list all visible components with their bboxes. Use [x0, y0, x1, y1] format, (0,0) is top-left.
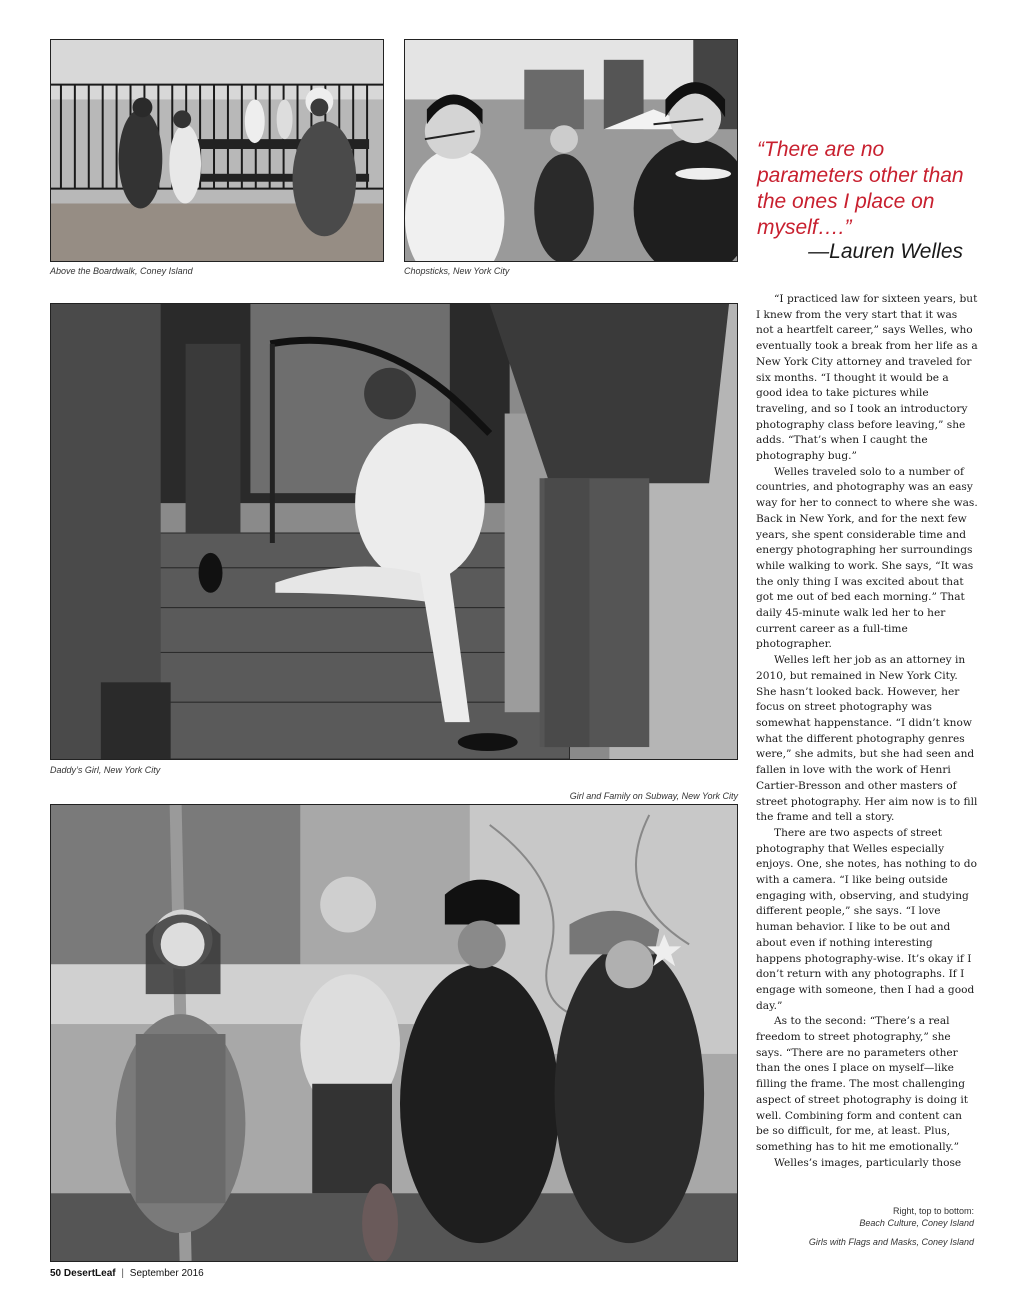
photo-daddys-girl — [50, 303, 738, 760]
page-footer — [50, 1268, 204, 1279]
caption-girl-and-family-on-subway: Girl and Family on Subway, New York City — [569, 791, 738, 801]
photo-subway-illustration — [51, 805, 737, 1261]
photo-girl-and-family-on-subway — [50, 804, 738, 1262]
body-paragraph-3: Welles left her job as an attorney in 2010, but remained in New York City. She hasn’t looked back. However, her focus on street photography was somewhat happenstance. “I didn’t know what the different photography genres were,” she admits, but she had seen and fallen in love with the work of Henri Cartier-Bresson and other masters of street photography. Her aim now is to fill the frame and tell a story. — [756, 654, 978, 824]
article-body — [756, 292, 978, 1171]
body-paragraph-4: There are two aspects of street photography that Welles especially enjoys. One, she notes, has nothing to do with a camera. “I like being outside engaging with, observing, and studying different people,” she says. “I love human behavior. I like to be out and about even if nothing interesting happens photography-wise. It’s okay if I don’t return with any photographs. If I engage with someone, then I had a good day.” — [756, 826, 977, 1012]
footer-separator: | — [121, 1268, 124, 1279]
caption-chopsticks: Chopsticks, New York City — [404, 266, 510, 276]
caption-daddys-girl: Daddy’s Girl, New York City — [50, 765, 161, 775]
photo-daddys-girl-illustration — [51, 304, 737, 759]
issue-date: September 2016 — [129, 1268, 204, 1279]
caption-above-the-boardwalk: Above the Boardwalk, Coney Island — [50, 266, 193, 276]
right-caption-beach-culture: Beach Culture, Coney Island — [859, 1218, 974, 1228]
body-paragraph-2: Welles traveled solo to a number of countries, and photography was an easy way for her to connect to where she was. Back in New York, and for the next few years, she spent considerable time and energy photographing her surroundings while walking to work. She says, “It was the only thing I was excited about that got me out of bed each morning.” That daily 45-minute walk led her to her current career as a full-time photographer. — [756, 465, 978, 651]
photo-above-the-boardwalk — [50, 39, 384, 262]
photo-boardwalk-illustration — [51, 40, 383, 261]
right-captions-title: Right, top to bottom: — [892, 1206, 974, 1216]
right-caption-girls-with-flags: Girls with Flags and Masks, Coney Island — [808, 1237, 974, 1247]
photo-chopsticks — [404, 39, 738, 262]
photo-chopsticks-illustration — [405, 40, 737, 261]
page-number: 50 — [50, 1268, 62, 1279]
magazine-brand: DesertLeaf — [63, 1268, 116, 1279]
body-paragraph-6: Welles’s images, particularly those — [774, 1156, 962, 1169]
pull-quote-attribution: —Lauren Welles — [808, 240, 963, 263]
pull-quote: “There are no parameters other than the ones I place on myself….” — [757, 138, 964, 239]
body-paragraph-5: As to the second: “There’s a real freedom to street photography,” she says. “There are no parameters other than the ones I place on myself—like filling the frame. The most challenging aspect of street photography is doing it well. Combining form and content can be so difficult, for me, at least. Plus, something has to hit me emotionally.” — [756, 1015, 969, 1153]
body-paragraph-1: “I practiced law for sixteen years, but I knew from the very start that it was not a heartfelt career,” says Welles, who eventually took a break from her life as a New York City attorney and traveled for six months. “I thought it would be a good idea to take pictures while traveling, and so I took an introductory photography class before leaving,” she adds. “That’s when I caught the photography bug.” — [756, 293, 978, 463]
